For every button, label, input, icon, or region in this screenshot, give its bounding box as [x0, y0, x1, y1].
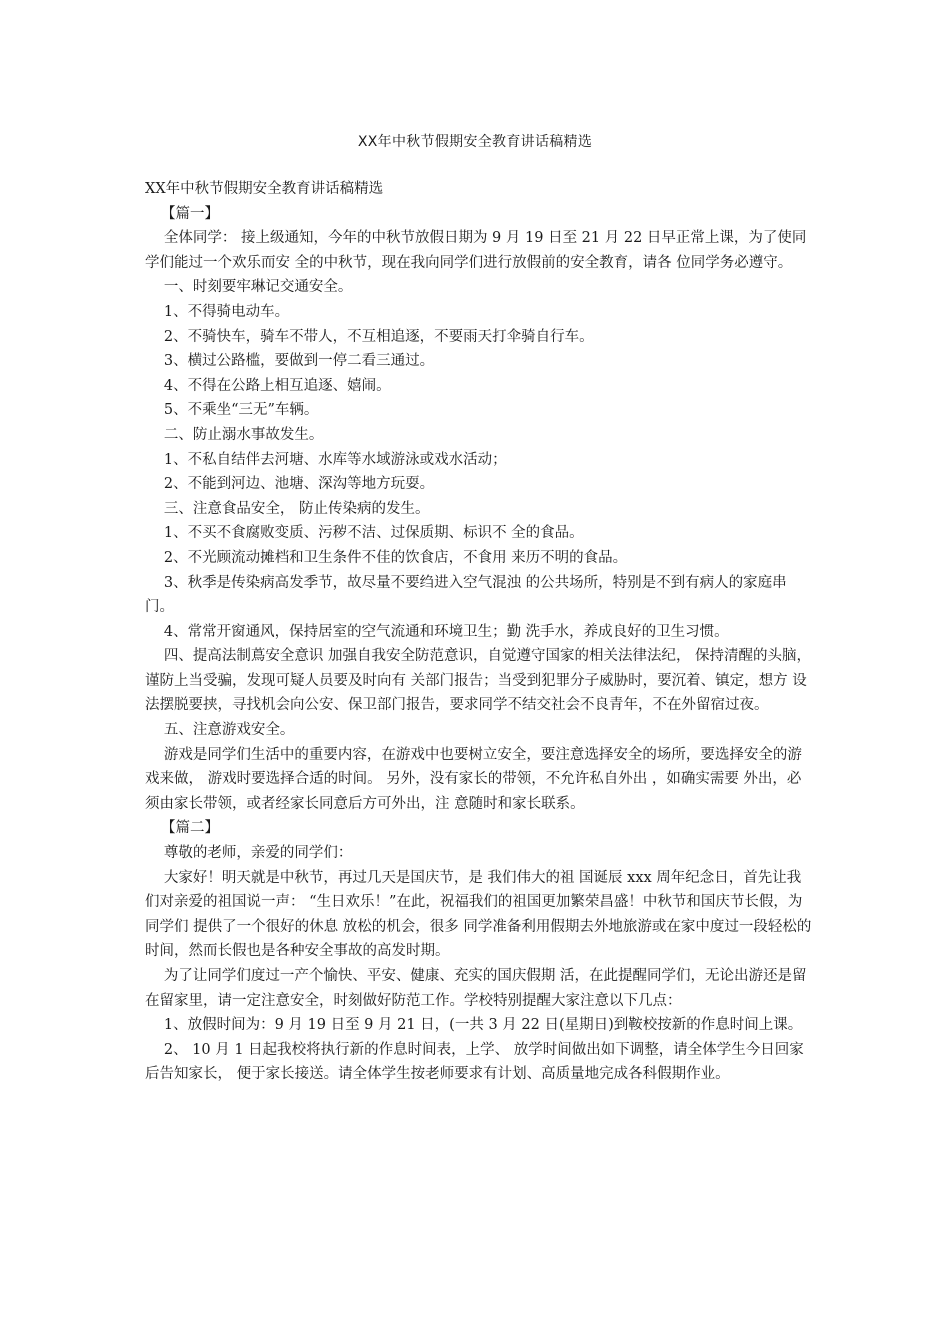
paragraph: 1、不买不食腐败变质、污秽不洁、过保质期、标识不 全的食品。 — [163, 525, 584, 542]
paragraph: 游戏是同学们生活中的重要内容，在游戏中也要树立安全，要注意选择安全的场所，要选择安全的游戏来做， 游戏时要选择合适的时间。 另外，没有家长的带领，不允许私自外出 ，如确实需要 外出，必须由家长带领，或者经家长同意后方可外出，注 意随时和家长联系。 — [145, 746, 802, 812]
paragraph: 四、提高法制蔦安全意识 加强自我安全防范意识，自觉遵守国家的相关法律法纪， 保持清醒的头脑，谨防上当受骗，发现可疑人员要及时向有 关部门报告；当受到犯罪分子威胁时，要沉着、镇定，想方 设法摆脱要挟，寻找机会向公安、保卫部门报告，要求同学不结交社会不良青年，不在外留宿过夜。 — [145, 648, 812, 714]
paragraph: 4、不得在公路上相互追逐、嬉闹。 — [163, 377, 391, 394]
paragraph: 尊敬的老师，亲爱的同学们： — [163, 845, 353, 862]
paragraph: 2、不骑快车，骑车不带人，不互相追逐，不要雨天打伞骑自行车。 — [163, 328, 594, 345]
paragraph: 三、注意食品安全， 防止传染病的发生。 — [163, 500, 430, 517]
paragraph: 大家好！明天就是中秋节，再过几天是国庆节，是 我们伟大的祖 国诞辰 xxx 周年纪念日，首先让我们对亲爱的祖国说一声： “生日欢乐！”在此，祝福我们的祖国更加繁荣昌盛！中秋节和国庆节长假，为同学们 提供了一个很好的休息 放松的机会，很多 同学准备利用假期去外地旅游或在家中度过一段轻松的时间，然而长假也是各种安全事故的高发时期。 — [145, 869, 812, 960]
document-body — [145, 177, 813, 1087]
paragraph: 二、防止溺水事故发生。 — [163, 426, 324, 443]
paragraph: 2、不能到河边、池塘、深沟等地方玩耍。 — [163, 476, 435, 493]
paragraph: 4、常常开窗通风，保持居室的空气流通和环境卫生；勤 洗手水，养成良好的卫生习惯。 — [163, 623, 729, 640]
paragraph: 【篇二】 — [161, 820, 219, 837]
paragraph: 5、不乘坐“三无”车辆。 — [163, 402, 319, 419]
paragraph: 为了让同学们度过一产个愉快、平安、健康、充实的国庆假期 活，在此提醒同学们，无论出游还是留在留家里，请一定注意安全，时刻做好防范工作。学校特别提醒大家注意以下几点： — [145, 968, 807, 1009]
paragraph: 【篇一】 — [161, 205, 219, 222]
paragraph: 2、不光顾流动摊档和卫生条件不佳的饮食店，不食用 来历不明的食品。 — [163, 549, 628, 566]
paragraph: 全体同学： 接上级通知，今年的中秋节放假日期为 9 月 19 日至 21 月 22 日早正常上课，为了使同学们能过一个欢乐而安 全的中秋节，现在我向同学们进行放假前的安全教育，请各 位同学务必遵守。 — [145, 230, 807, 271]
paragraph: 五、注意游戏安全。 — [163, 722, 295, 739]
paragraph: 1、不得骑电动车。 — [163, 303, 290, 320]
paragraph: 1、不私自结伴去河塘、水库等水域游泳或戏水活动； — [163, 451, 507, 468]
paragraph: 2、 10 月 1 日起我校将执行新的作息时间表，上学、 放学时间做出如下调整，请全体学生今日回家后告知家长， 便于家长接送。请全体学生按老师要求有计划、高质量地完成各科假期作业。 — [145, 1041, 804, 1083]
paragraph: 1、放假时间为：9 月 19 日至 9 月 21 日，(一共 3 月 22 日(星期日)到鞍校按新的作息时间上课。 — [163, 1017, 803, 1034]
paragraph: 一、时刻要牢琳记交通安全。 — [163, 279, 353, 296]
paragraph: 3、秋季是传染病高发季节，故尽量不要绉进入空气混浊 的公共场所，特别是不到有病人的家庭串门。 — [145, 574, 787, 616]
document-title: XX年中秋节假期安全教育讲话稿精选 — [357, 134, 593, 150]
paragraph: 3、横过公路槛，要做到一停二看三通过。 — [163, 353, 435, 370]
paragraph: XX年中秋节假期安全教育讲话稿精选 — [145, 181, 384, 197]
